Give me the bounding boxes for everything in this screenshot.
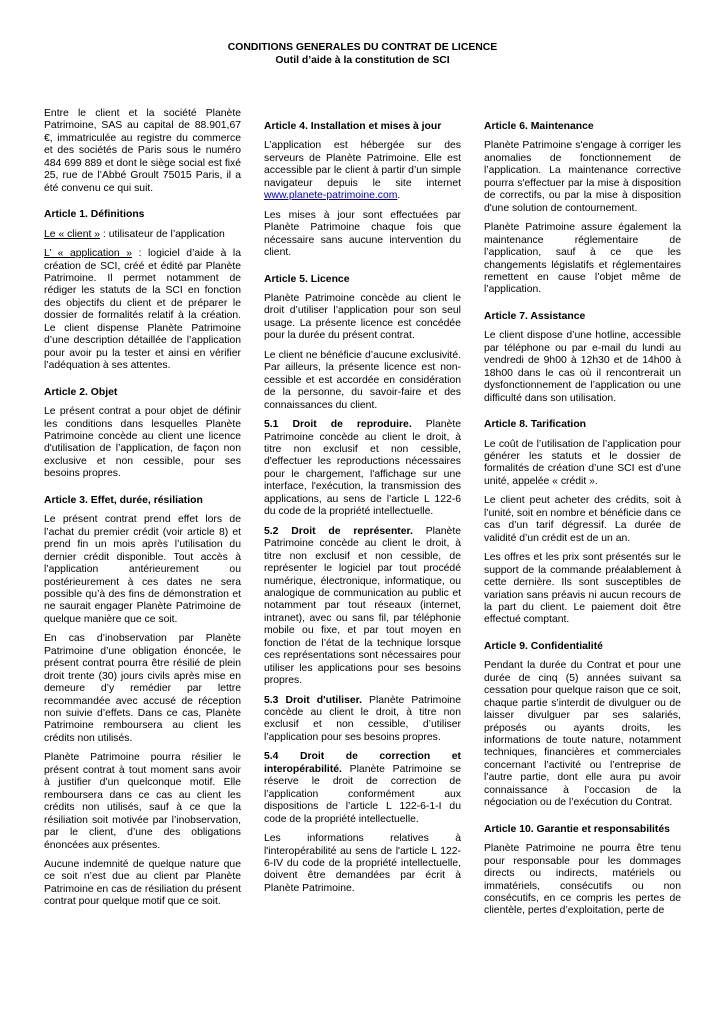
article-10-paragraph: Planète Patrimoine ne pourra être tenu pour responsable pour les dommages directs ou indirects, matériels ou immatériels, consécutifs ou non consécutifs, en ce compris les pertes de clientèle, pertes d’exploitation, perte de [484, 843, 681, 917]
section-5-3-title: 5.3 Droit d'utiliser. [264, 694, 362, 706]
article-2-paragraph: Le présent contrat a pour objet de définir les conditions dans lesquelles Planète Patrimoine concède au client une licence d'utilisation de l’application, de façon non exclusive et non cessible, pour ses besoins propres. [44, 406, 241, 480]
website-link[interactable]: www.planete-patrimoine.com [264, 190, 398, 202]
term-client: Le « client » [44, 228, 101, 240]
section-5-1-title: 5.1 Droit de reproduire. [264, 419, 412, 431]
article-9-paragraph: Pendant la durée du Contrat et pour une durée de cinq (5) années suivant sa cessation pour quelque raison que ce soit, chaque partie s’interdit de divulguer ou de laisser divulguer par ses salariés, préposés ou ayants droits, les informations de toute nature, notamment techniques, financières et commerciales concernant l’activité ou l’entreprise de l’autre partie, dont elle aura pu avoir connaissance à l’occasion de la négociation ou de l’exécution du Contrat. [484, 660, 681, 809]
section-5-2-body: Planète Patrimoine concède au client le droit, à titre non exclusif et non cessible, de représenter le logiciel par tout procédé numérique, électronique, informatique, ou analogique de communication au public et notamment par tout réseaux (internet, intranet), avec ou sans fil, par téléphonie mobile ou fixe, et par tout moyen en fonction de l’état de la technique lorsque ces représentations sont nécessaires pour utiliser les applications pour ses besoins propres. [264, 525, 461, 687]
section-5-2-title: 5.2 Droit de représenter. [264, 525, 413, 537]
section-5-3-body: Planète Patrimoine concède au client le droit, à titre non exclusif et non cessible, d’utiliser l’application pour ses besoins propres. [264, 694, 461, 743]
article-4-text: L’application est hébergée sur des serveurs de Planète Patrimoine. Elle est accessible par le client à partir d’un simple navigateur depuis le site internet [264, 140, 461, 189]
definition-client [44, 229, 241, 241]
definition-application [44, 248, 241, 373]
section-5-4 [264, 751, 461, 826]
article-6-title: Article 6. Maintenance [484, 121, 594, 132]
article-5-paragraph-1: Planète Patrimoine concède au client le droit d’utiliser l’application pour son seul usage. La présente licence est concédée pour la durée du présent contrat. [264, 292, 461, 342]
article-2-title: Article 2. Objet [44, 386, 118, 398]
section-5-4-title: 5.4 Droit de correction et interopérabilité. [264, 751, 461, 775]
article-3-title: Article 3. Effet, durée, résiliation [44, 494, 203, 506]
intro-paragraph: Entre le client et la société Planète Patrimoine, SAS au capital de 88.901,67 €, immatriculée au registre du commerce et des sociétés de Paris sous le numéro 484 699 889 et dont le siège social est fixé 25, rue de l’Abbé Groult 75015 Paris, il a été convenu ce qui suit. [44, 108, 241, 194]
article-7-paragraph: Le client dispose d’une hotline, accessible par téléphone ou par e-mail du lundi au vendredi de 9h00 à 12h30 et de 14h00 à 18h00 dans le cas où il rencontrerait un dysfonctionnement de l’application ou une difficulté dans son utilisation. [484, 330, 681, 404]
article-7-title: Article 7. Assistance [484, 310, 586, 322]
term-application: L’ « application » [44, 248, 133, 260]
article-10-title: Article 10. Garantie et responsabilités [484, 823, 670, 835]
article-3-paragraph-1: Le présent contrat prend effet lors de l’achat du premier crédit (voir article 8) et prend fin un mois après l’utilisation du dernier crédit disponible. Tout accès à l’application antérieurement ou postérieurement à ces dates ne sera possible qu’à des fins de démonstration et ne saurait engager Planète Patrimoine de quelque manière que ce soit. [44, 514, 241, 625]
section-5-4-paragraph-2: Les informations relatives à l'interopérabilité au sens de l'article L 122-6-IV du code de la propriété intellectuelle, doivent être demandées par écrit à Planète Patrimoine. [264, 833, 461, 894]
definition-application-text: : logiciel d’aide à la création de SCI, créé et édité par Planète Patrimoine. Il permet notamment de rédiger les statuts de la SCI en fonction des objectifs du client et de préparer le dossier de formalités relatif à la création. Le client dispense Planète Patrimoine d’une description détaillée de l’application pour avoir pu la tester et ainsi en vérifier l’adéquation à ses attentes. [44, 248, 242, 372]
article-6-paragraph-1: Planète Patrimoine s'engage à corriger les anomalies de fonctionnement de l’application. La maintenance corrective pourra s'effectuer par la mise à disposition de correctifs, ou par la mise à disposition d'une solution de contournement. [484, 140, 681, 214]
article-4-paragraph-2: Les mises à jour sont effectuées par Planète Patrimoine chaque fois que nécessaire sans aucune intervention du client. [264, 209, 461, 259]
column-1 [44, 108, 241, 916]
document-header [0, 42, 725, 67]
article-1-title: Article 1. Définitions [44, 209, 145, 221]
article-3-paragraph-4: Aucune indemnité de quelque nature que ce soit n’est due au client par Planète Patrimoine en cas de résiliation du présent contrat pour quelque motif que ce soit. [44, 859, 241, 908]
article-3-paragraph-2: En cas d’inobservation par Planète Patrimoine d’une obligation énoncée, le présent contrat pourra être résilié de plein droit trente (30) jours civils après mise en demeure d’y remédier par lettre recommandée avec accusé de réception non suivie d’effets. Dans ce cas, Planète Patrimoine remboursera au client les crédits non utilisés. [44, 633, 241, 744]
section-5-2 [264, 526, 461, 688]
column-3 [484, 121, 681, 925]
document-title: CONDITIONS GENERALES DU CONTRAT DE LICENCE [227, 42, 498, 53]
document-subtitle: Outil d’aide à la constitution de SCI [275, 54, 450, 66]
article-6-paragraph-2: Planète Patrimoine assure également la maintenance réglementaire de l’application, sauf à ce que les changements législatifs et réglementaires remettent en cause l’objet même de l’application. [484, 222, 681, 296]
section-5-4-body: Planète Patrimoine se réserve le droit de correction de l’application conformément aux dispositions de l’article L 122-6-1-I du code de la propriété intellectuelle. [264, 763, 461, 825]
article-8-paragraph-2: Le client peut acheter des crédits, soit à l’unité, soit en nombre et bénéficie dans ce cas d’un tarif dégressif. La durée de validité d’un crédit est de un an. [484, 495, 681, 544]
section-5-1-body: Planète Patrimoine concède au client le droit, à titre non exclusif et non cessible, d'effectuer les reproductions nécessaires pour le chargement, l'affichage sur une interface, l'exécution, la transmission des applications, au sens de l’article L 122-6 du code de la propriété intellectuelle. [264, 419, 461, 518]
article-5-paragraph-2: Le client ne bénéficie d’aucune exclusivité. Par ailleurs, la présente licence est non-cessible et est accordée en considération de la personne, du savoir-faire et des connaissances du client. [264, 349, 461, 411]
article-8-paragraph-3: Les offres et les prix sont présentés sur le support de la commande préalablement à cette dernière. Ils sont susceptibles de variation sans préavis ni aucun recours de la part du client. Le paiement doit être effectué comptant. [484, 552, 681, 626]
article-9-title: Article 9. Confidentialité [484, 640, 603, 652]
section-5-3 [264, 695, 461, 745]
article-8-title: Article 8. Tarification [484, 419, 587, 431]
section-5-1 [264, 419, 461, 519]
article-3-paragraph-3: Planète Patrimoine pourra résilier le présent contrat à tout moment sans avoir à justifier d’un quelconque motif. Elle remboursera dans ce cas au client les crédits non utilisés, sauf à ce que la résiliation soit motivée par l’inobservation, par le client, d’une des obligations énoncées aux présentes. [44, 752, 241, 851]
article-4-paragraph-1 [264, 140, 461, 202]
article-4-title: Article 4. Installation et mises à jour [264, 121, 442, 132]
column-2 [264, 121, 461, 902]
article-4-text-end: . [397, 190, 401, 202]
article-5-title: Article 5. Licence [264, 273, 350, 285]
definition-client-text: : utilisateur de l’application [100, 228, 225, 240]
article-8-paragraph-1: Le coût de l’utilisation de l’application pour générer les statuts et le dossier de formalités de création d’une SCI est d’une unité, appelée « crédit ». [484, 438, 681, 487]
